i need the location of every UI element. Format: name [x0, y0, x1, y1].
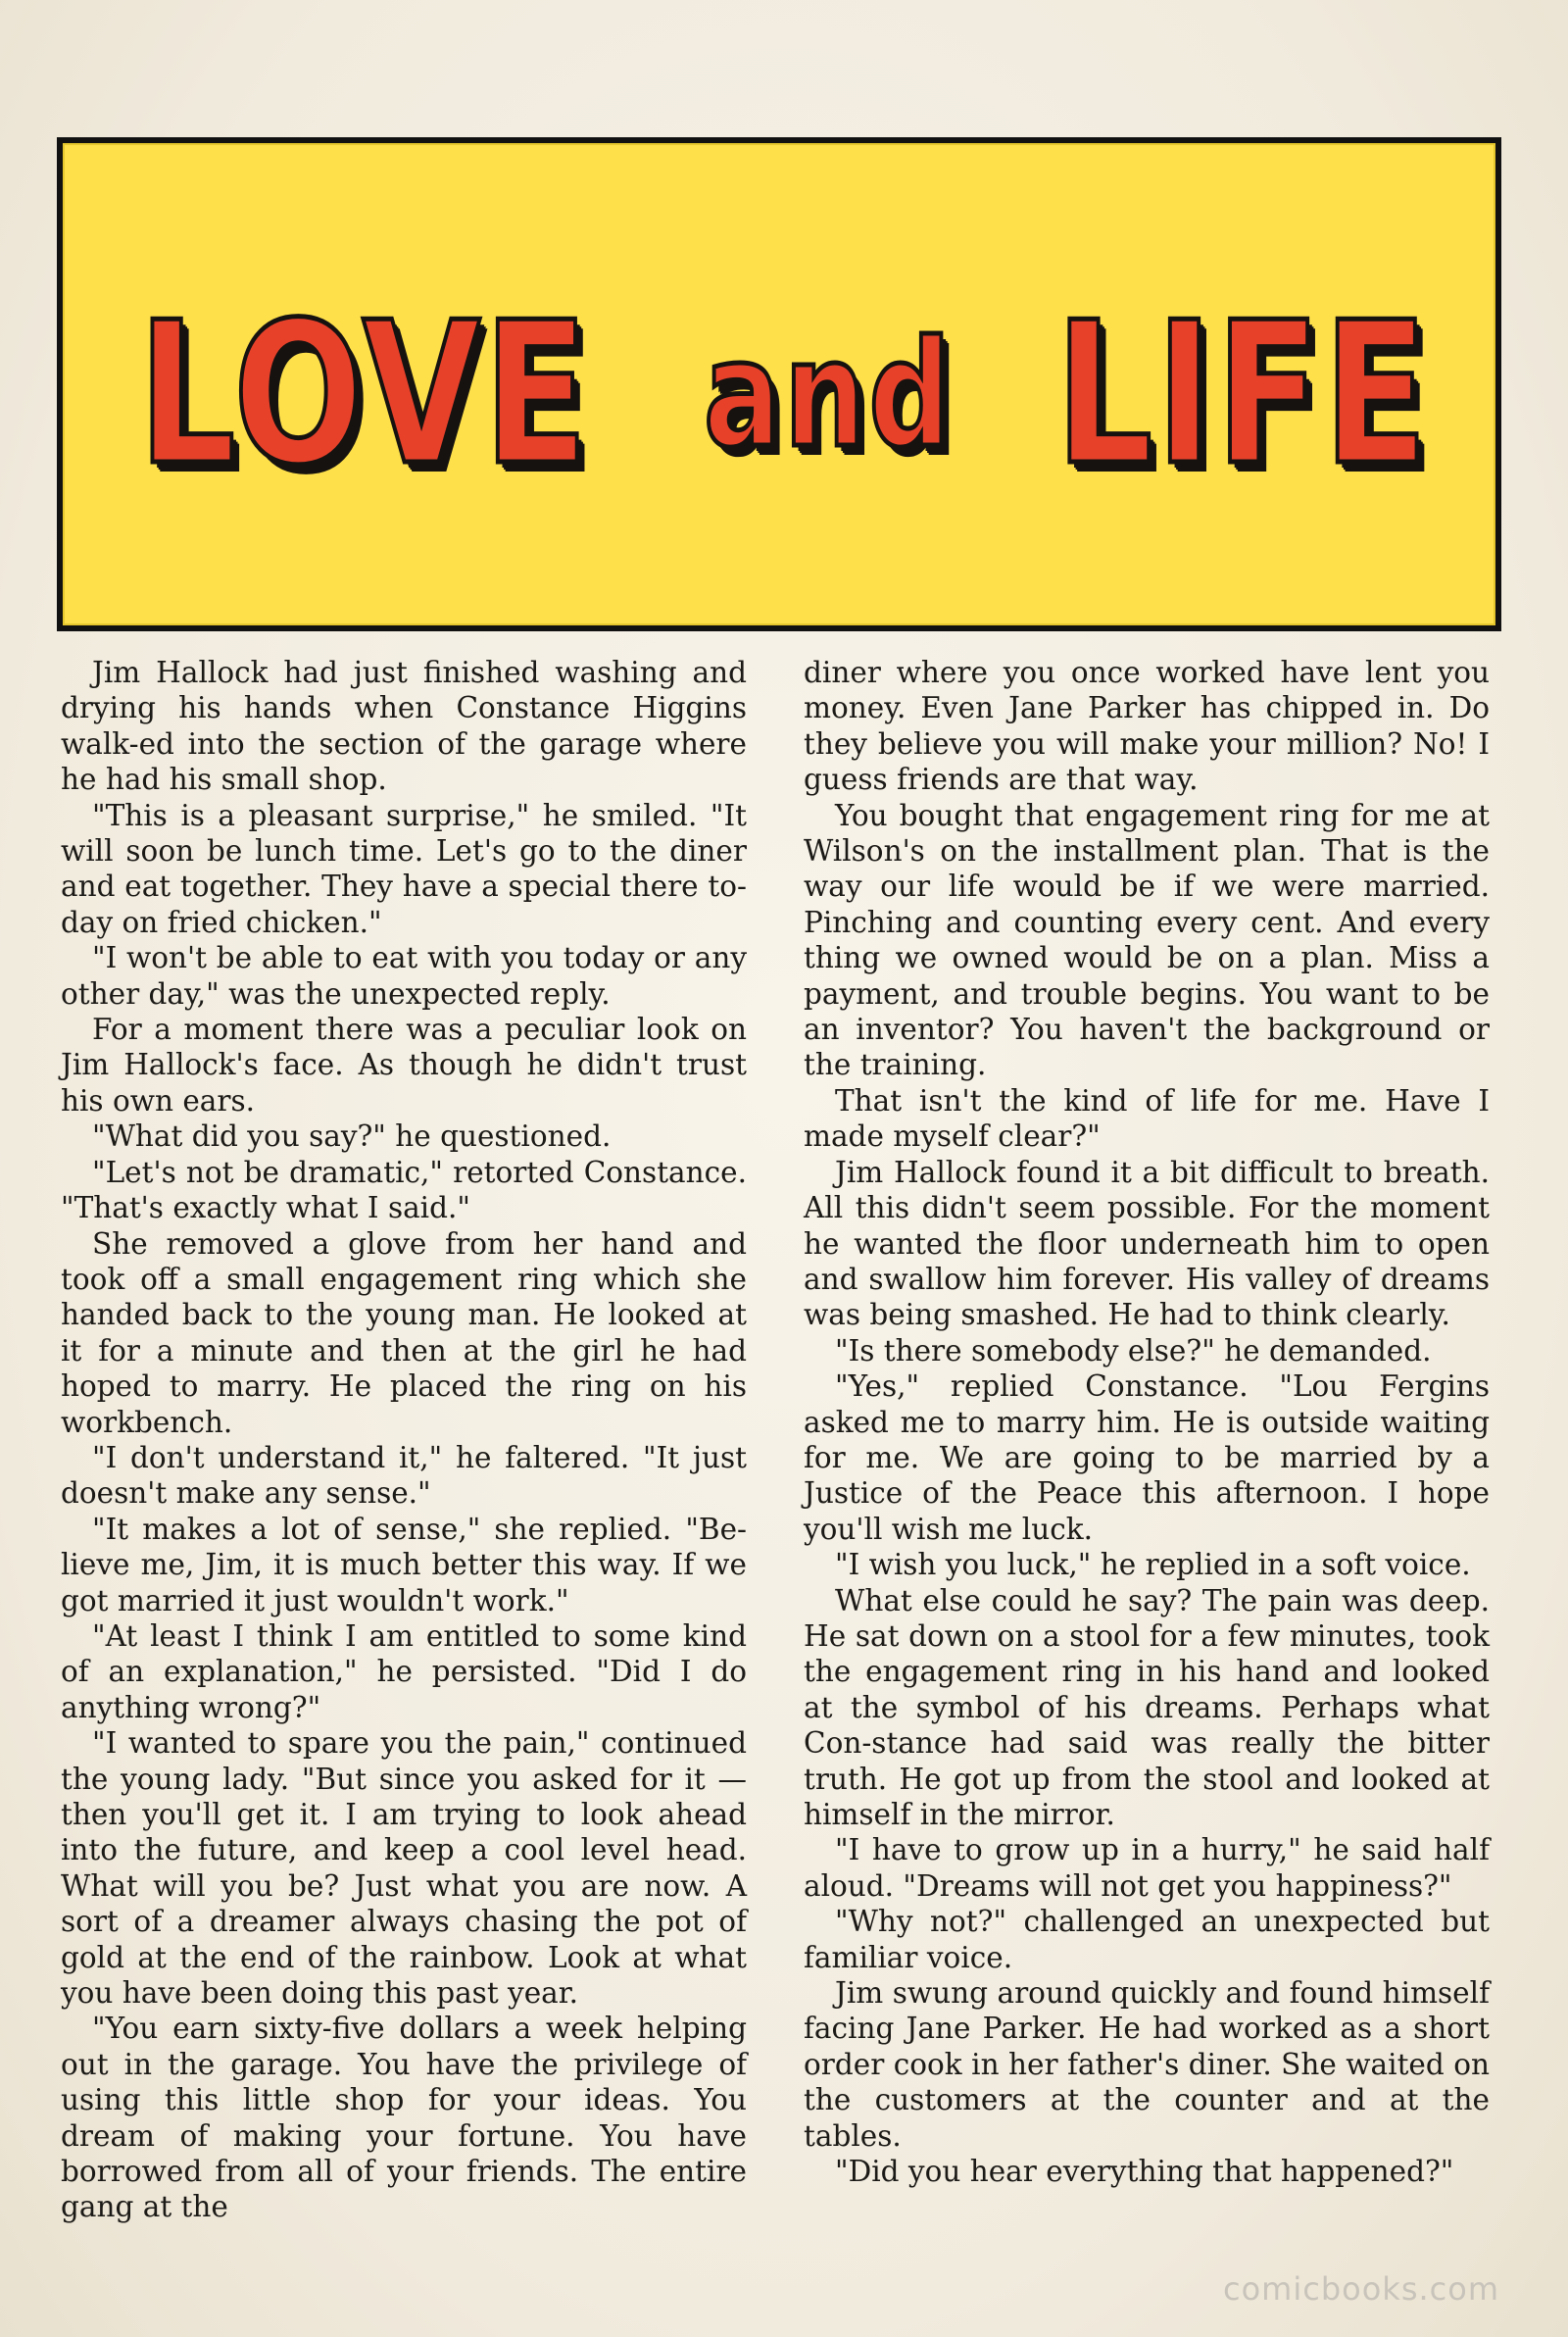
paragraph: She removed a glove from her hand and took off a small engagement ring which she handed back to the young man. He looked at it for a minute and then at the girl he had hoped to marry. He placed the ring on his workbench. [61, 1226, 747, 1439]
paragraph: "Yes," replied Constance. "Lou Fergins asked me to marry him. He is outside waiting for me. We are going to be married by a Justice of the Peace this afternoon. I hope you'll wish me luck. [804, 1369, 1490, 1546]
paragraph: "I wish you luck," he replied in a soft voice. [835, 1548, 1471, 1582]
paragraph: "I don't understand it," he faltered. "It just doesn't make any sense." [61, 1440, 747, 1511]
paragraph: "This is a pleasant surprise," he smiled. "It will soon be lunch time. Let's go to the diner and eat together. They have a special there to-day on fried chicken." [61, 798, 747, 939]
paragraph: "At least I think I am entitled to some kind of an explanation," he persisted. "Did I do anything wrong?" [61, 1618, 747, 1724]
paragraph: What else could he say? The pain was deep. He sat down on a stool for a few minutes, took the engagement ring in his hand and looked at the symbol of his dreams. Perhaps what Con-stance had said was really the bitter truth. He got up from the stool and looked at himself in the mirror. [804, 1583, 1490, 1831]
paragraph: For a moment there was a peculiar look on Jim Hallock's face. As though he didn't trust his own ears. [61, 1013, 747, 1118]
paragraph: "I won't be able to eat with you today or any other day," was the unexpected reply. [61, 941, 747, 1011]
paragraph: "It makes a lot of sense," she replied. "Be-lieve me, Jim, it is much better this way. If we got married it just wouldn't work." [61, 1512, 747, 1617]
paragraph: diner where you once worked have lent you money. Even Jane Parker has chipped in. Do they believe you will make your million? No! I guess friends are that way. [804, 656, 1490, 797]
paragraph: "Why not?" challenged an unexpected but familiar voice. [804, 1905, 1490, 1974]
paragraph: Jim Hallock had just finished washing and drying his hands when Constance Higgins walk-ed into the section of the garage where he had his small shop. [61, 656, 747, 797]
paragraph: That isn't the kind of life for me. Have I made myself clear?" [804, 1083, 1490, 1154]
paragraph: "What did you say?" he questioned. [92, 1119, 612, 1154]
story-title [63, 143, 1495, 625]
paragraph: "Did you hear everything that happened?" [835, 2155, 1454, 2189]
paragraph: You bought that engagement ring for me at Wilson's on the installment plan. That is the way our life would be if we were married. Pinching and counting every cent. And every thing we owned would be on a plan. Miss a payment, and trouble begins. You want to be an inventor? You haven't the background or the training. [804, 798, 1490, 1082]
paragraph: "I wanted to spare you the pain," continued the young lady. "But since you asked for it — then you'll get it. I am trying to look ahead into the future, and keep a cool level head. What will you be? Just what you are now. A sort of a dreamer always chasing the pot of gold at the end of the rainbow. Look at what you have been doing this past year. [61, 1726, 747, 2011]
story-column-right [804, 655, 1490, 2189]
story-column-left [61, 655, 747, 2225]
paragraph: "Let's not be dramatic," retorted Constance. "That's exactly what I said." [61, 1155, 747, 1225]
title-word-and: and [703, 310, 955, 480]
title-word-love: LOVE [137, 280, 591, 509]
site-watermark: comicbooks.com [1222, 2270, 1499, 2308]
paragraph: Jim swung around quickly and found himself facing Jane Parker. He had worked as a short order cook in her father's diner. She waited on the customers at the counter and at the tables. [804, 1976, 1490, 2153]
paragraph: "I have to grow up in a hurry," he said half aloud. "Dreams will not get you happiness?" [804, 1833, 1490, 1903]
title-banner [57, 137, 1501, 631]
paragraph: Jim Hallock found it a bit difficult to breath. All this didn't seem possible. For the moment he wanted the floor underneath him to open and swallow him forever. His valley of dreams was being smashed. He had to think clearly. [804, 1155, 1490, 1332]
paragraph: "You earn sixty-five dollars a week helping out in the garage. You have the privilege of using this little shop for your ideas. You dream of making your fortune. You have borrowed from all of your friends. The entire gang at the [61, 2012, 747, 2224]
title-word-life: LIFE [1055, 280, 1432, 509]
paragraph: "Is there somebody else?" he demanded. [835, 1333, 1432, 1367]
